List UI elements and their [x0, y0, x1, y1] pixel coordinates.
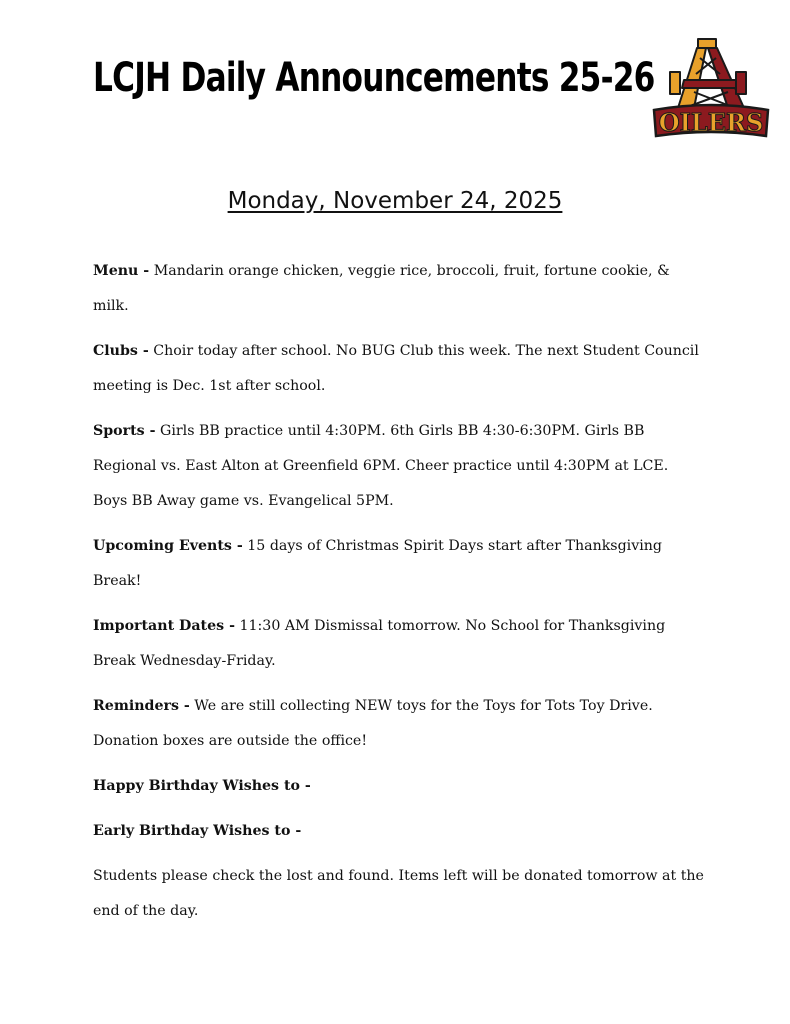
section-text: Girls BB practice until 4:30PM. 6th Girls BB 4:30-6:30PM. Girls BB Regional vs. East Alton at Greenfield 6PM. Cheer practice until 4:30PM at LCE. Boys BB Away game vs. Evangelical 5PM. — [93, 423, 669, 509]
section-label: Reminders - — [93, 698, 190, 714]
announcement-date: Monday, November 24, 2025 — [227, 188, 563, 214]
announcement-sports — [93, 414, 705, 519]
oilers-logo — [650, 36, 772, 142]
announcement-menu — [93, 254, 705, 324]
page-title: LCJH Daily Announcements 25-26 — [93, 55, 655, 101]
announcement-important-dates — [93, 609, 705, 679]
section-label: Clubs - — [93, 343, 149, 359]
section-label: Upcoming Events - — [93, 538, 243, 554]
section-label: Menu - — [93, 263, 150, 279]
announcement-clubs — [93, 334, 705, 404]
announcement-reminders — [93, 689, 705, 759]
section-text: Mandarin orange chicken, veggie rice, broccoli, fruit, fortune cookie, & milk. — [93, 263, 670, 314]
section-label: Important Dates - — [93, 618, 235, 634]
section-label: Happy Birthday Wishes to - — [93, 778, 311, 794]
announcement-birthday-wishes — [93, 769, 705, 804]
section-text: Choir today after school. No BUG Club this week. The next Student Council meeting is Dec. 1st after school. — [93, 343, 699, 394]
section-label: Sports - — [93, 423, 156, 439]
section-label: Early Birthday Wishes to - — [93, 823, 302, 839]
section-text: 11:30 AM Dismissal tomorrow. No School for Thanksgiving Break Wednesday-Friday. — [93, 618, 666, 669]
announcement-upcoming-events — [93, 529, 705, 599]
announcement-lost-and-found — [93, 859, 705, 929]
section-text: 15 days of Christmas Spirit Days start after Thanksgiving Break! — [93, 538, 662, 589]
logo-text: OILERS — [658, 108, 764, 137]
section-text: We are still collecting NEW toys for the Toys for Tots Toy Drive. Donation boxes are outside the office! — [93, 698, 653, 749]
announcement-list — [93, 254, 705, 939]
announcement-early-birthday-wishes — [93, 814, 705, 849]
section-text: Students please check the lost and found. Items left will be donated tomorrow at the end of the day. — [93, 868, 704, 919]
